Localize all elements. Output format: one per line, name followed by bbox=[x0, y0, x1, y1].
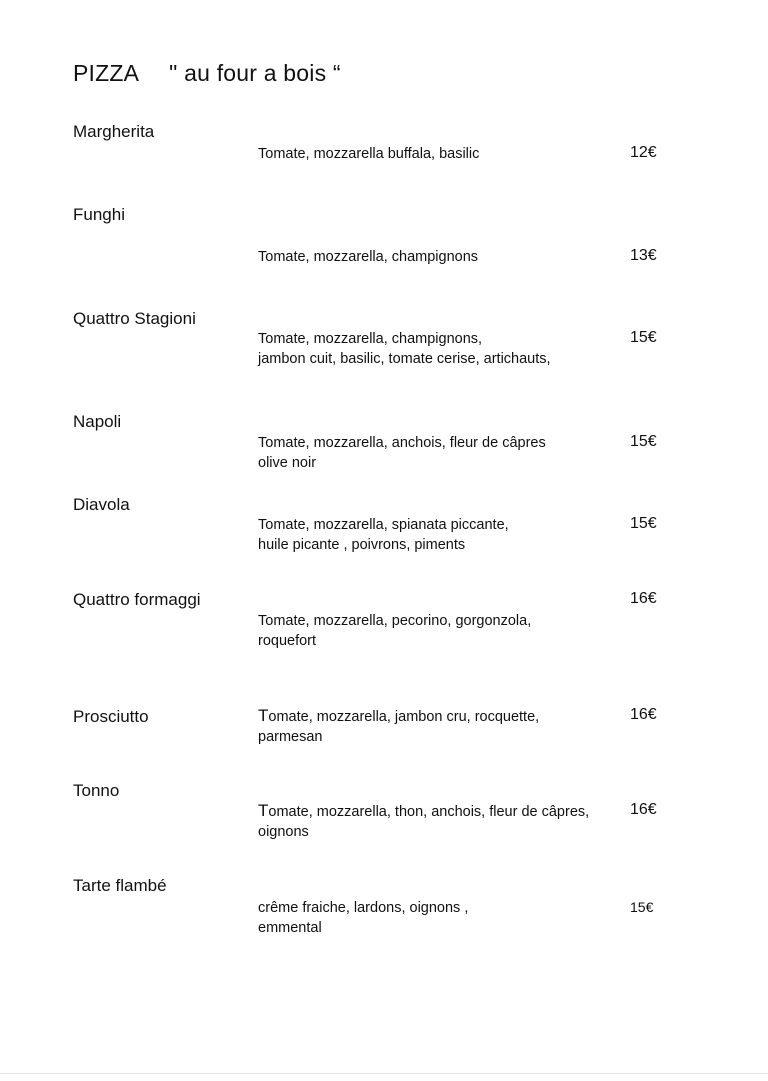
item-name-quattro-formaggi: Quattro formaggi bbox=[73, 590, 201, 609]
menu-title-main: PIZZA bbox=[73, 60, 140, 86]
page-bottom-divider bbox=[0, 1073, 768, 1074]
item-desc-quattro-formaggi bbox=[258, 611, 531, 651]
item-name-quattro-stagioni: Quattro Stagioni bbox=[73, 309, 196, 328]
item-name-diavola: Diavola bbox=[73, 495, 130, 514]
item-desc-line1: Tomate, mozzarella buffala, basilic bbox=[258, 146, 480, 162]
item-desc-line2: emmental bbox=[258, 920, 322, 936]
item-name-tarte-flambe: Tarte flambé bbox=[73, 876, 167, 895]
item-desc-initial: T bbox=[258, 706, 269, 725]
item-desc-line1: omate, mozzarella, thon, anchois, fleur de câpres, bbox=[268, 804, 590, 820]
item-price-funghi: 13€ bbox=[630, 247, 657, 264]
item-price-napoli: 15€ bbox=[630, 433, 657, 450]
item-desc-line1: omate, mozzarella, jambon cru, rocquette, bbox=[268, 709, 540, 725]
menu-title bbox=[73, 60, 341, 87]
item-desc-line2: parmesan bbox=[258, 729, 323, 745]
item-price-quattro-stagioni: 15€ bbox=[630, 329, 657, 346]
item-desc-margherita bbox=[258, 144, 479, 164]
item-price-diavola: 15€ bbox=[630, 515, 657, 532]
item-desc-line2: olive noir bbox=[258, 455, 317, 471]
item-desc-funghi bbox=[258, 247, 478, 267]
item-desc-line1: Tomate, mozzarella, spianata piccante, bbox=[258, 517, 509, 533]
item-desc-napoli bbox=[258, 433, 546, 473]
item-name-napoli: Napoli bbox=[73, 412, 122, 431]
item-desc-line2: jambon cuit, basilic, tomate cerise, artichauts, bbox=[258, 351, 551, 367]
item-desc-prosciutto bbox=[258, 706, 539, 747]
item-price-prosciutto: 16€ bbox=[630, 706, 657, 723]
item-desc-line1: Tomate, mozzarella, champignons, bbox=[258, 331, 483, 347]
item-price-tarte-flambe: 15€ bbox=[630, 899, 654, 915]
item-desc-line2: oignons bbox=[258, 824, 309, 840]
item-desc-line1: Tomate, mozzarella, champignons bbox=[258, 249, 479, 265]
item-desc-line1: Tomate, mozzarella, pecorino, gorgonzola, bbox=[258, 613, 532, 629]
item-price-margherita: 12€ bbox=[630, 144, 657, 161]
item-desc-line1: Tomate, mozzarella, anchois, fleur de câpres bbox=[258, 435, 546, 451]
item-name-funghi: Funghi bbox=[73, 205, 125, 224]
item-desc-line2: roquefort bbox=[258, 633, 317, 649]
item-desc-tonno bbox=[258, 801, 589, 842]
item-desc-tarte-flambe bbox=[258, 898, 468, 938]
menu-title-subtitle: " au four a bois “ bbox=[169, 60, 341, 86]
item-name-margherita: Margherita bbox=[73, 122, 155, 141]
item-desc-line2: huile picante , poivrons, piments bbox=[258, 537, 466, 553]
item-desc-diavola bbox=[258, 515, 509, 555]
item-desc-quattro-stagioni bbox=[258, 329, 551, 369]
item-name-prosciutto: Prosciutto bbox=[73, 707, 149, 726]
item-price-tonno: 16€ bbox=[630, 801, 657, 818]
item-price-quattro-formaggi: 16€ bbox=[630, 590, 657, 607]
item-name-tonno: Tonno bbox=[73, 781, 120, 800]
item-desc-initial: T bbox=[258, 801, 269, 820]
item-desc-line1: crême fraiche, lardons, oignons , bbox=[258, 900, 469, 916]
